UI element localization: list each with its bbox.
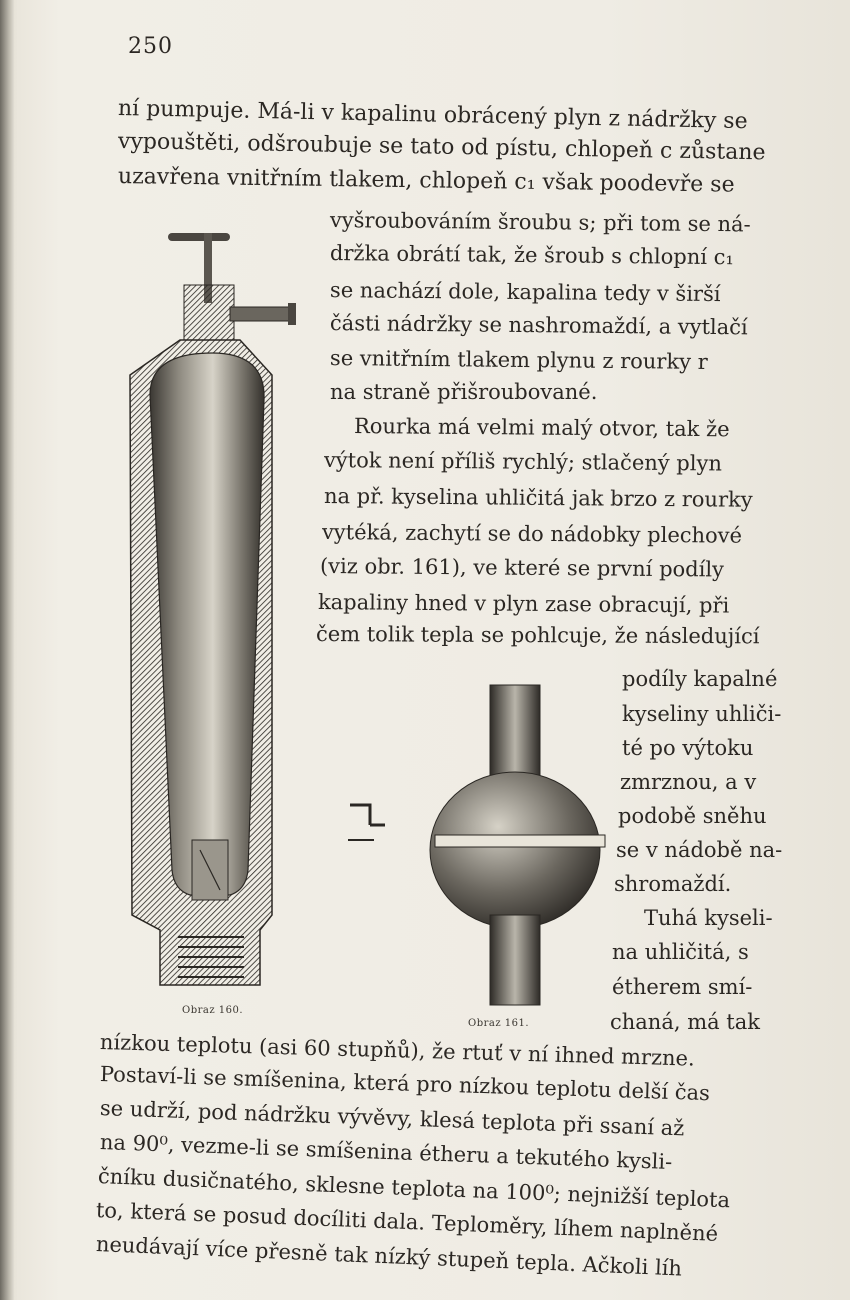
text-line: chaná, má tak	[610, 1010, 760, 1034]
text-line: podobě sněhu	[618, 804, 767, 828]
text-line: se udrží, pod nádržku vývěvy, klesá teplota při ssaní až	[99, 1096, 685, 1141]
text-line: se nachází dole, kapalina tedy v širší	[329, 278, 721, 307]
page-number: 250	[128, 34, 173, 59]
text-line: nízkou teplotu (asi 60 stupňů), že rtuť v ní ihned mrzne.	[99, 1030, 696, 1071]
caption-figure-160: Obraz 160.	[182, 1005, 244, 1016]
text-line: vypouštěti, odšroubuje se tato od pístu, chlopeň c zůstane	[117, 129, 766, 166]
text-line: části nádržky se nashromaždí, a vytlačí	[329, 311, 748, 340]
text-line: držka obrátí tak, že šroub s chlopní c₁	[329, 241, 734, 270]
text-line: čníku dusičnatého, sklesne teplota na 100⁰; nejnižší teplota	[97, 1164, 731, 1213]
text-line: Tuhá kyseli-	[644, 906, 773, 930]
text-line: podíly kapalné	[622, 667, 778, 691]
text-line: shromaždí.	[614, 872, 732, 896]
text-line: té po výtoku	[622, 736, 754, 760]
text-line: se vnitřním tlakem plynu z rourky r	[329, 346, 708, 374]
text-line: kyseliny uhliči-	[622, 702, 782, 726]
text-line: na straně přišroubované.	[330, 380, 598, 404]
caption-figure-161: Obraz 161.	[468, 1018, 530, 1029]
text-line: na 90⁰, vezme-li se smíšenina étheru a tekutého kysli-	[99, 1130, 673, 1174]
text-line: se v nádobě na-	[616, 838, 783, 862]
text-line: čem tolik tepla se pohlcuje, že následující	[315, 622, 760, 649]
text-line: étherem smí-	[612, 975, 753, 999]
text-line: výtok není příliš rychlý; stlačený plyn	[323, 448, 723, 476]
text-line: vyšroubováním šroubu s; při tom se ná-	[329, 208, 751, 237]
text-line: zmrznou, a v	[620, 770, 757, 794]
text-line: vytéká, zachytí se do nádobky plechové	[321, 520, 743, 548]
figure-161-sphere-illustration	[340, 680, 610, 1015]
text-line: neudávají více přesně tak nízký stupeň tepla. Ačkoli líh	[95, 1232, 683, 1281]
text-line: na př. kyselina uhličitá jak brzo z rourky	[323, 484, 753, 512]
text-line: uzavřena vnitřním tlakem, chlopeň c₁ však poodevře se	[117, 164, 735, 198]
page-gutter-shadow	[0, 0, 14, 1300]
text-line: kapaliny hned v plyn zase obracují, při	[317, 590, 730, 618]
figure-160-vessel-illustration	[120, 225, 305, 1015]
text-line: na uhličitá, s	[612, 940, 749, 964]
text-line: Rourka má velmi malý otvor, tak že	[353, 414, 730, 442]
text-line: ní pumpuje. Má-li v kapalinu obrácený plyn z nádržky se	[117, 96, 748, 135]
text-line: Postaví-li se smíšenina, která pro nízkou teplotu delší čas	[99, 1062, 711, 1106]
text-line: to, která se posud docíliti dala. Teploměry, líhem naplněné	[95, 1198, 719, 1246]
text-line: (viz obr. 161), ve které se první podíly	[319, 554, 725, 582]
